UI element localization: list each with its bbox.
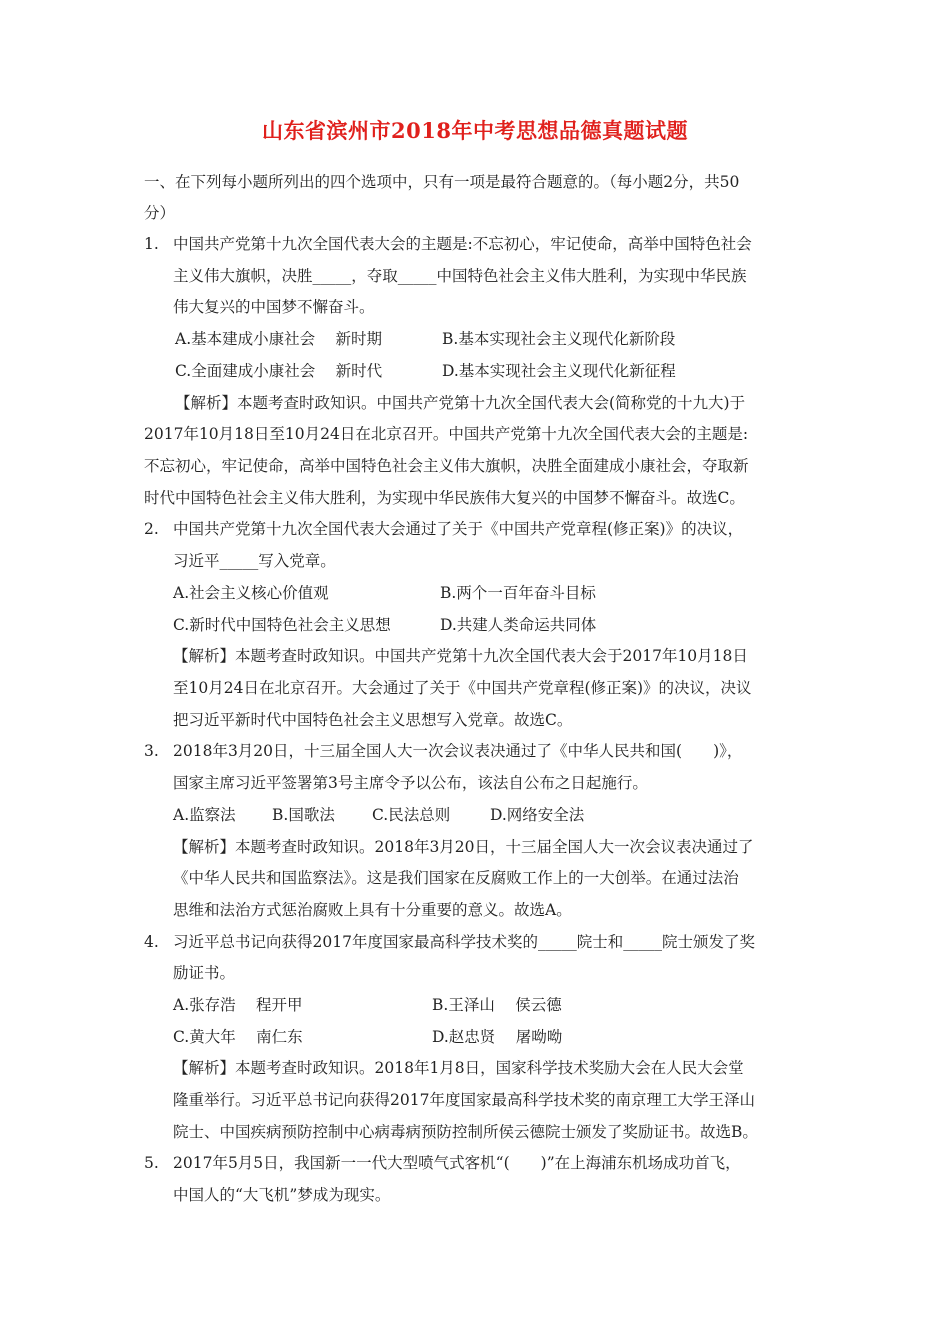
- question-stem-line: 习近平总书记向获得2017年度国家最高科学技术奖的_____院士和_____院士颁发了奖: [173, 933, 755, 951]
- analysis-line: 【解析】本题考查时政知识。2018年1月8日，国家科学技术奖励大会在人民大会堂: [173, 1059, 744, 1077]
- analysis-line: 思维和法治方式惩治腐败上具有十分重要的意义。故选A。: [173, 901, 572, 919]
- option-d: D.基本实现社会主义现代化新征程: [442, 362, 676, 380]
- option-a: A.张存浩 程开甲: [173, 996, 303, 1014]
- question-number: 2.: [144, 520, 159, 538]
- option-d: D.赵忠贤 屠呦呦: [432, 1028, 563, 1046]
- option-d: D.共建人类命运共同体: [440, 616, 597, 634]
- section-heading-line-2: 分）: [144, 204, 176, 222]
- question-stem-line: 2018年3月20日，十三届全国人大一次会议表决通过了《中华人民共和国( )》，: [173, 742, 743, 760]
- question-stem-line: 中国共产党第十九次全国代表大会通过了关于《中国共产党章程(修正案)》的决议，: [173, 520, 744, 538]
- analysis-line: 【解析】本题考查时政知识。中国共产党第十九次全国代表大会于2017年10月18日: [173, 647, 748, 665]
- analysis-line: 【解析】本题考查时政知识。中国共产党第十九次全国代表大会(简称党的十九大)于: [175, 394, 746, 412]
- option-b: B.两个一百年奋斗目标: [440, 584, 596, 602]
- question-stem-line: 中国人的“大飞机”梦成为现实。: [173, 1186, 391, 1204]
- option-b: B.国歌法: [272, 806, 335, 824]
- option-b: B.基本实现社会主义现代化新阶段: [442, 330, 676, 348]
- analysis-line: 《中华人民共和国监察法》。这是我们国家在反腐败工作上的一大创举。在通过法治: [173, 869, 739, 887]
- option-a: A.监察法: [173, 806, 236, 824]
- question-number: 1.: [144, 235, 159, 253]
- question-stem-line: 国家主席习近平签署第3号主席令予以公布，该法自公布之日起施行。: [173, 774, 648, 792]
- question-number: 4.: [144, 933, 159, 951]
- analysis-line: 【解析】本题考查时政知识。2018年3月20日，十三届全国人大一次会议表决通过了: [173, 838, 754, 856]
- question-stem-line: 中国共产党第十九次全国代表大会的主题是:不忘初心，牢记使命，高举中国特色社会: [173, 235, 752, 253]
- question-number: 5.: [144, 1154, 159, 1172]
- question-stem-line: 励证书。: [173, 964, 236, 982]
- analysis-line: 时代中国特色社会主义伟大胜利，为实现中华民族伟大复兴的中国梦不懈奋斗。故选C。: [144, 489, 745, 507]
- analysis-line: 把习近平新时代中国特色社会主义思想写入党章。故选C。: [173, 711, 573, 729]
- page-title: 山东省滨州市2018年中考思想品德真题试题: [262, 118, 688, 143]
- question-stem-line: 主义伟大旗帜，决胜_____，夺取_____中国特色社会主义伟大胜利，为实现中华民族: [173, 267, 747, 285]
- option-a: A.社会主义核心价值观: [173, 584, 329, 602]
- analysis-line: 至10月24日在北京召开。大会通过了关于《中国共产党章程(修正案)》的决议，决议: [173, 679, 752, 697]
- analysis-line: 院士、中国疾病预防控制中心病毒病预防控制所侯云德院士颁发了奖励证书。故选B。: [173, 1123, 758, 1141]
- option-c: C.民法总则: [372, 806, 451, 824]
- option-a: A.基本建成小康社会 新时期: [175, 330, 383, 348]
- section-heading-line-1: 一、在下列每小题所列出的四个选项中，只有一项是最符合题意的。（每小题2分，共50: [144, 173, 740, 191]
- question-number: 3.: [144, 742, 159, 760]
- analysis-line: 2017年10月18日至10月24日在北京召开。中国共产党第十九次全国代表大会的主题是:: [144, 425, 749, 443]
- option-b: B.王泽山 侯云德: [432, 996, 562, 1014]
- question-stem-line: 习近平_____写入党章。: [173, 552, 336, 570]
- question-stem-line: 伟大复兴的中国梦不懈奋斗。: [173, 298, 375, 316]
- option-c: C.新时代中国特色社会主义思想: [173, 616, 391, 634]
- analysis-line: 不忘初心，牢记使命，高举中国特色社会主义伟大旗帜，决胜全面建成小康社会，夺取新: [144, 457, 749, 475]
- option-c: C.全面建成小康社会 新时代: [175, 362, 383, 380]
- analysis-line: 隆重举行。习近平总书记向获得2017年度国家最高科学技术奖的南京理工大学王泽山: [173, 1091, 755, 1109]
- question-stem-line: 2017年5月5日，我国新一一代大型喷气式客机“( )”在上海浦东机场成功首飞，: [173, 1154, 741, 1172]
- option-d: D.网络安全法: [490, 806, 585, 824]
- option-c: C.黄大年 南仁东: [173, 1028, 303, 1046]
